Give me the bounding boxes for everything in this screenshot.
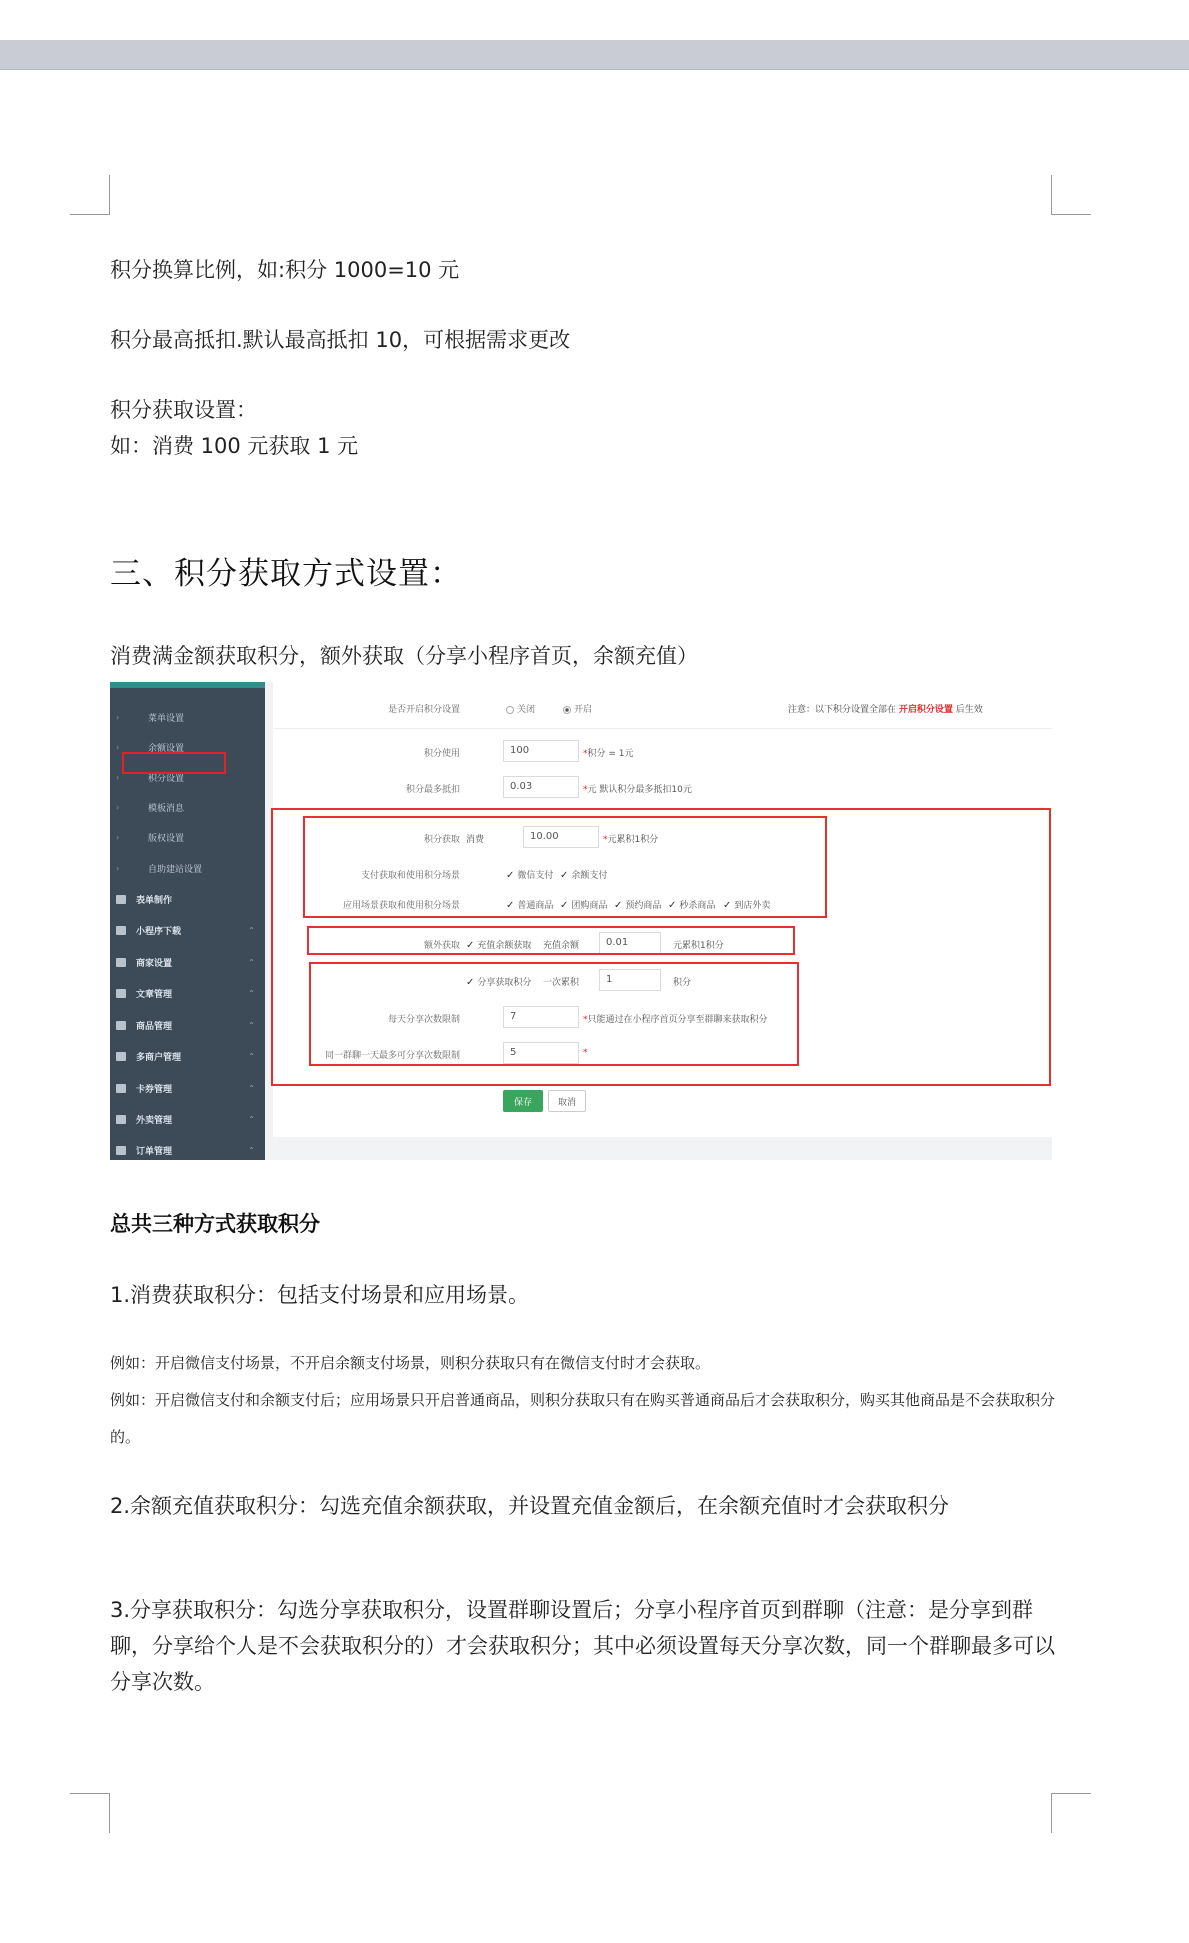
paragraph-max-deduct: 积分最高抵扣.默认最高抵扣 10，可根据需求更改 xyxy=(110,328,571,352)
chevron-up-icon: ⌃ xyxy=(248,1021,255,1030)
chevron-up-icon: ⌃ xyxy=(248,1146,255,1155)
group-input[interactable]: 5 xyxy=(503,1042,579,1064)
check-icon: ✓ xyxy=(614,900,623,911)
chevron-up-icon: ⌃ xyxy=(248,1052,255,1061)
sidebar-top-item[interactable] xyxy=(110,978,265,1009)
extra-label: 额外获取 xyxy=(423,941,460,951)
app-option-label: 预约商品 xyxy=(625,901,662,911)
menu-icon xyxy=(116,895,126,904)
use-input[interactable]: 100 xyxy=(503,740,579,762)
divider xyxy=(273,728,1052,729)
sidebar-top-label: 表单制作 xyxy=(136,896,173,906)
radio-selected-icon xyxy=(563,706,571,714)
share-check-label: 分享获取积分 xyxy=(477,978,532,988)
example-2: 例如：开启微信支付和余额支付后；应用场景只开启普通商品，则积分获取只有在购买普通商品后才会获取积分，购买其他商品是不会获取积分的。 xyxy=(110,1391,1056,1446)
chevron-right-icon: › xyxy=(116,773,120,782)
recharge-input[interactable]: 0.01 xyxy=(599,932,661,954)
sidebar-top-item[interactable] xyxy=(110,1041,265,1072)
pay-option-label: 微信支付 xyxy=(517,871,554,881)
paragraph-example: 如：消费 100 元获取 1 元 xyxy=(110,434,359,458)
recharge-check-label: 充值余额获取 xyxy=(477,941,532,951)
sidebar-top-label: 订单管理 xyxy=(136,1147,173,1157)
share-hint: 积分 xyxy=(673,978,692,988)
check-icon: ✓ xyxy=(506,900,515,911)
sidebar-sub-label: 版权设置 xyxy=(148,834,185,844)
use-hint xyxy=(583,746,634,759)
sidebar-top-item[interactable] xyxy=(110,1135,265,1160)
recharge-hint: 元累积1积分 xyxy=(673,941,724,951)
radio-on[interactable] xyxy=(563,702,592,715)
sidebar-top-label: 商品管理 xyxy=(136,1022,173,1032)
pay-label: 支付获取和使用积分场景 xyxy=(360,871,460,881)
window-top xyxy=(0,0,1189,40)
sidebar-top-item[interactable] xyxy=(110,884,265,915)
paragraph-method-3: 3.分享获取积分：勾选分享获取积分，设置群聊设置后；分享小程序首页到群聊（注意：是分享到群聊，分享给个人是不会获取积分的）才会获取积分；其中必须设置每天分享次数，同一个群聊最多可以分享次数。 xyxy=(110,1598,1055,1694)
example-1: 例如：开启微信支付场景，不开启余额支付场景，则积分获取只有在微信支付时才会获取。 xyxy=(110,1354,711,1372)
share-prefix: 一次累积 xyxy=(543,978,580,988)
chevron-right-icon: › xyxy=(116,713,120,722)
sidebar-sub-label: 菜单设置 xyxy=(148,714,185,724)
max-hint-text: 元 默认积分最多抵扣10元 xyxy=(587,785,692,795)
document-icon xyxy=(116,989,126,998)
max-input[interactable]: 0.03 xyxy=(503,776,579,798)
radio-off-label: 关闭 xyxy=(517,705,536,715)
daily-hint-text: 只能通过在小程序首页分享至群聊来获取积分 xyxy=(587,1015,768,1025)
chevron-up-icon: ⌃ xyxy=(248,926,255,935)
check-icon: ✓ xyxy=(668,900,677,911)
max-hint xyxy=(583,782,692,795)
note-highlight: 开启积分设置 xyxy=(898,705,953,715)
chevron-up-icon: ⌃ xyxy=(248,958,255,967)
share-input[interactable]: 1 xyxy=(599,969,661,991)
document-icon xyxy=(116,1146,126,1155)
sidebar-top-label: 商家设置 xyxy=(136,959,173,969)
paragraph-method-1: 1.消费获取积分：包括支付场景和应用场景。 xyxy=(110,1283,530,1307)
app-option-label: 普通商品 xyxy=(517,901,554,911)
chevron-right-icon: › xyxy=(116,833,120,842)
save-button[interactable]: 保存 xyxy=(503,1090,543,1112)
document-icon xyxy=(116,1084,126,1093)
enable-label: 是否开启积分设置 xyxy=(387,705,460,715)
group-label: 同一群聊一天最多可分享次数限制 xyxy=(324,1051,460,1061)
admin-sidebar xyxy=(110,682,265,1160)
app-label: 应用场景获取和使用积分场景 xyxy=(342,901,460,911)
pay-option-label: 余额支付 xyxy=(571,871,608,881)
radio-off[interactable] xyxy=(506,702,535,715)
chevron-up-icon: ⌃ xyxy=(248,1115,255,1124)
chevron-right-icon: › xyxy=(116,743,120,752)
required-star: * xyxy=(583,785,588,795)
earn-label: 积分获取 xyxy=(423,835,460,845)
paragraph-earn-settings: 积分获取设置： xyxy=(110,398,257,422)
user-icon xyxy=(116,958,126,967)
daily-input[interactable]: 7 xyxy=(503,1006,579,1028)
highlight-box xyxy=(307,926,795,955)
chevron-right-icon: › xyxy=(116,864,120,873)
embedded-screenshot xyxy=(110,682,1052,1160)
daily-label: 每天分享次数限制 xyxy=(387,1015,460,1025)
download-icon xyxy=(116,926,126,935)
paragraph-ratio: 积分换算比例，如:积分 1000=10 元 xyxy=(110,258,460,282)
use-label: 积分使用 xyxy=(423,749,460,759)
sidebar-sub-label: 余额设置 xyxy=(148,744,185,754)
paragraph-intro: 消费满金额获取积分，额外获取（分享小程序首页，余额充值） xyxy=(110,644,698,668)
section-heading: 三、积分获取方式设置： xyxy=(110,556,462,592)
chevron-up-icon: ⌃ xyxy=(248,1084,255,1093)
sidebar-top-label: 小程序下载 xyxy=(136,927,182,937)
note-prefix: 注意：以下积分设置全部在 xyxy=(788,705,897,715)
sidebar-sub-item[interactable] xyxy=(110,702,265,733)
highlight-box xyxy=(303,816,827,918)
required-star: * xyxy=(583,749,588,759)
settings-note xyxy=(788,702,983,715)
paragraph-method-2: 2.余额充值获取积分：勾选充值余额获取，并设置充值金额后，在余额充值时才会获取积分 xyxy=(110,1494,950,1518)
highlight-box xyxy=(309,962,799,1066)
sidebar-sub-item[interactable] xyxy=(110,853,265,884)
app-option-label: 秒杀商品 xyxy=(679,901,716,911)
document-icon xyxy=(116,1021,126,1030)
document-icon xyxy=(116,1115,126,1124)
crop-mark-top-left xyxy=(70,175,110,215)
sidebar-top-item[interactable] xyxy=(110,947,265,978)
sidebar-sub-label: 自助建站设置 xyxy=(148,865,203,875)
crop-mark-bottom-left xyxy=(70,1793,110,1833)
app-option-label: 到店外卖 xyxy=(734,901,771,911)
document-icon xyxy=(116,1052,126,1061)
earn-hint-text: 元累积1积分 xyxy=(607,835,659,845)
sidebar-top-item[interactable] xyxy=(110,1073,265,1104)
check-icon: ✓ xyxy=(466,940,475,951)
check-icon: ✓ xyxy=(506,870,515,881)
sidebar-sub-item[interactable] xyxy=(110,792,265,823)
sidebar-top-label: 多商户管理 xyxy=(136,1053,182,1063)
recharge-prefix: 充值余额 xyxy=(543,941,580,951)
sidebar-top-item[interactable] xyxy=(110,1104,265,1135)
use-hint-text: 积分 = 1元 xyxy=(587,749,634,759)
sidebar-top-label: 文章管理 xyxy=(136,990,173,1000)
sidebar-top-label: 卡券管理 xyxy=(136,1085,173,1095)
note-suffix: 后生效 xyxy=(955,705,983,715)
sidebar-top-item[interactable] xyxy=(110,1010,265,1041)
chevron-right-icon: › xyxy=(116,803,120,812)
check-icon: ✓ xyxy=(466,977,475,988)
settings-form xyxy=(273,682,1052,1137)
max-label: 积分最多抵扣 xyxy=(405,785,460,795)
check-icon: ✓ xyxy=(560,870,569,881)
crop-mark-top-right xyxy=(1051,175,1091,215)
radio-icon xyxy=(506,706,514,714)
check-icon: ✓ xyxy=(560,900,569,911)
earn-input[interactable]: 10.00 xyxy=(523,826,599,848)
required-star: * xyxy=(603,835,608,845)
sidebar-accent xyxy=(110,682,265,688)
chevron-up-icon: ⌃ xyxy=(248,989,255,998)
sidebar-sub-item[interactable] xyxy=(110,822,265,853)
radio-on-label: 开启 xyxy=(574,705,593,715)
sidebar-top-item[interactable] xyxy=(110,915,265,946)
sidebar-top-label: 外卖管理 xyxy=(136,1116,173,1126)
check-icon: ✓ xyxy=(723,900,732,911)
earn-prefix: 消费 xyxy=(466,835,485,845)
required-star: * xyxy=(583,1048,588,1058)
sidebar-sub-label: 积分设置 xyxy=(148,774,185,784)
cancel-button[interactable]: 取消 xyxy=(548,1090,586,1112)
required-star: * xyxy=(583,1015,588,1025)
crop-mark-bottom-right xyxy=(1051,1793,1091,1833)
app-option-label: 团购商品 xyxy=(571,901,608,911)
sidebar-sub-label: 模板消息 xyxy=(148,804,185,814)
highlight-box xyxy=(122,752,226,774)
ruler-strip xyxy=(0,40,1189,70)
subheading: 总共三种方式获取积分 xyxy=(110,1212,320,1236)
